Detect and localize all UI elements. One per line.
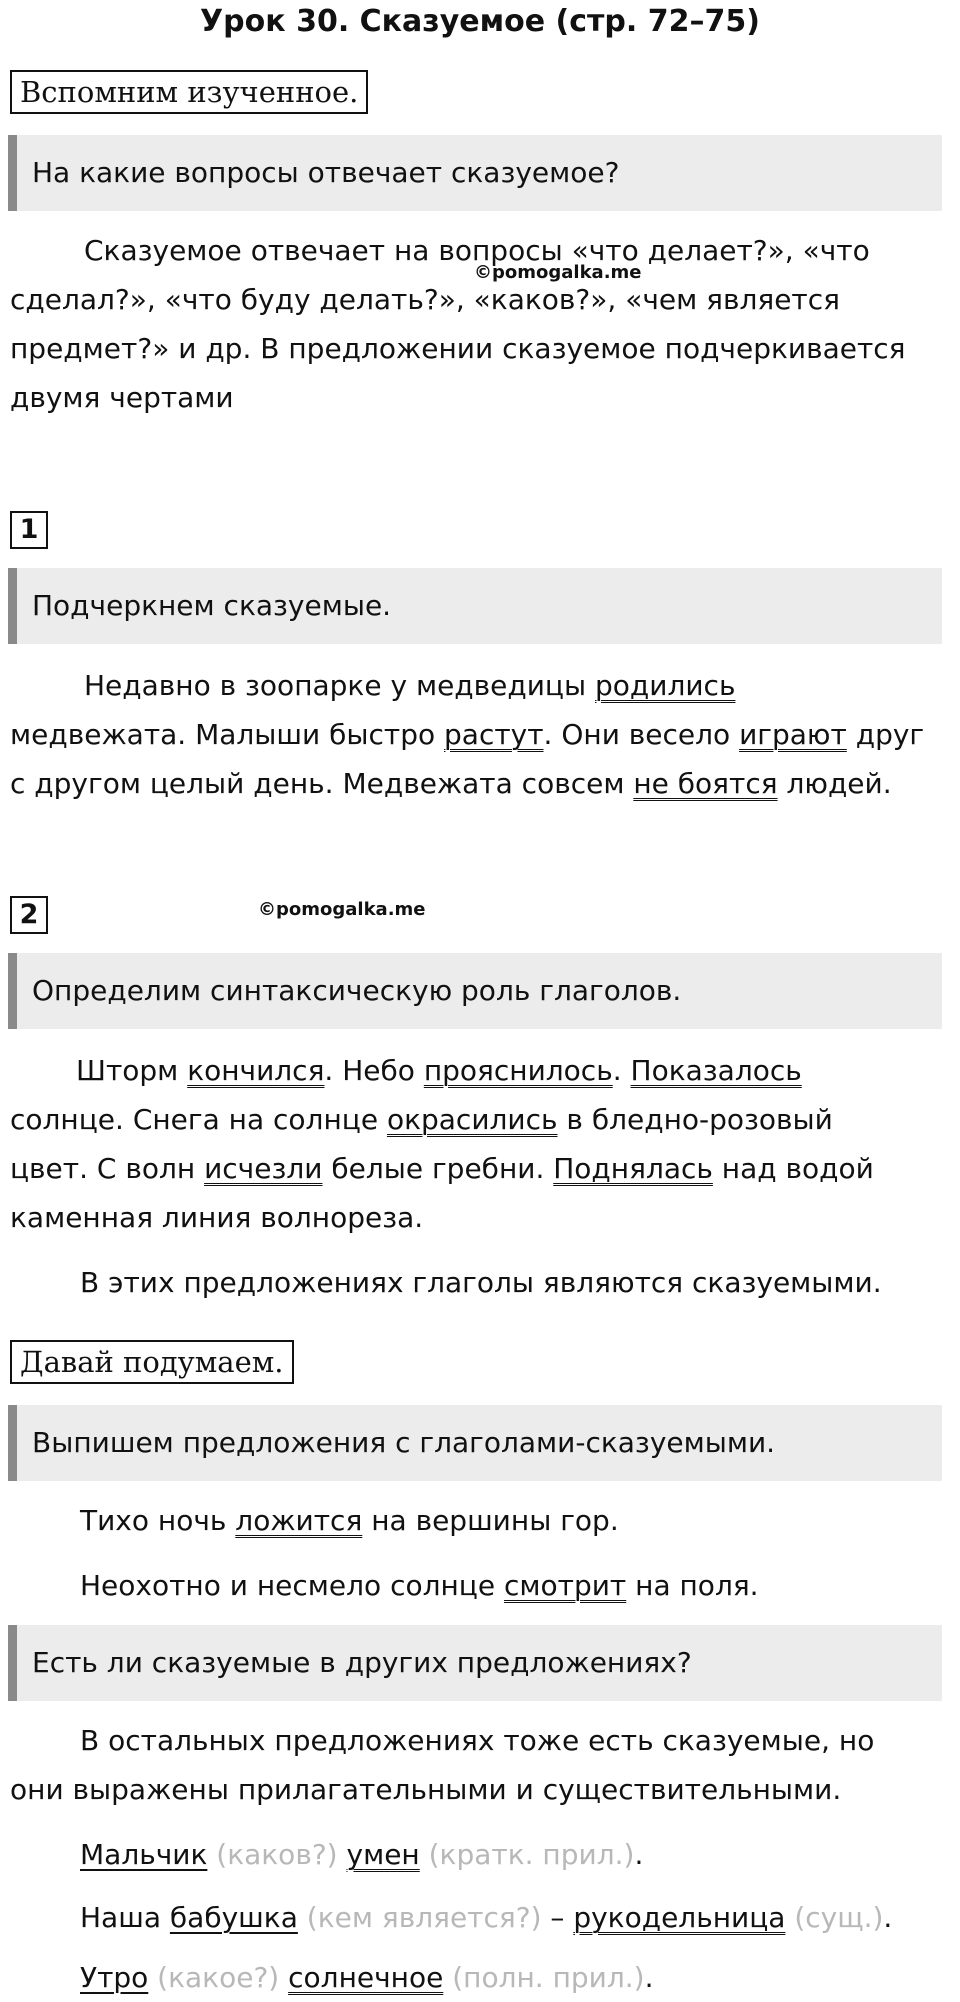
hint-question: (каков?) <box>207 1838 347 1871</box>
predicate: окрасились <box>386 1103 558 1136</box>
predicate: смотрит <box>503 1569 627 1602</box>
predicate: не боятся <box>633 767 778 800</box>
text: . Небо <box>324 1054 424 1087</box>
text: белые гребни. <box>322 1152 554 1185</box>
hint-part-of-speech: (полн. прил.) <box>443 1961 645 1994</box>
watermark: ©pomogalka.me <box>474 262 642 283</box>
example-noun <box>10 1893 950 1942</box>
text: Наша <box>80 1901 170 1934</box>
text: друг <box>846 718 925 751</box>
text: Шторм <box>76 1054 188 1087</box>
text-line: В остальных предложениях тоже есть сказуемые, но <box>80 1724 875 1757</box>
task-number-1: 1 <box>10 511 48 549</box>
text-line: Сказуемое отвечает на вопросы «что делает?», «что <box>84 234 870 267</box>
text-line <box>10 1144 950 1193</box>
text: медвежата. Малыши быстро <box>10 718 445 751</box>
text-line: В этих предложениях глаголы являются сказуемыми. <box>80 1266 882 1299</box>
predicate: рукодельница <box>573 1901 786 1934</box>
text: . <box>644 1961 654 1994</box>
hint-question: (какое?) <box>148 1961 289 1994</box>
hint-question: (кем является?) <box>297 1901 551 1934</box>
text-line <box>10 1953 950 2002</box>
page-title: Урок 30. Сказуемое (стр. 72–75) <box>200 4 760 39</box>
text: Тихо ночь <box>80 1504 236 1537</box>
text: цвет. С волн <box>10 1152 205 1185</box>
example-verb-2 <box>10 1561 950 1610</box>
question-bar-predicate: На какие вопросы отвечает сказуемое? <box>8 135 942 211</box>
other-paragraph <box>10 1716 950 1814</box>
question-bar-task1: Подчеркнем сказуемые. <box>8 568 942 644</box>
text: . <box>883 1901 893 1934</box>
text-line <box>10 759 950 808</box>
text: в бледно-розовый <box>557 1103 833 1136</box>
text-line <box>10 661 950 710</box>
text: . Они весело <box>543 718 740 751</box>
hint-part-of-speech: (кратк. прил.) <box>419 1838 635 1871</box>
recall-label: Вспомним изученное. <box>10 70 368 114</box>
question-bar-task2: Определим синтаксическую роль глаголов. <box>8 953 942 1029</box>
text-line <box>10 1830 950 1879</box>
text: . <box>612 1054 631 1087</box>
subject: Мальчик <box>80 1838 208 1871</box>
text: над водой <box>712 1152 874 1185</box>
text-line: предмет?» и др. В предложении сказуемое подчеркивается <box>10 332 906 365</box>
watermark: ©pomogalka.me <box>258 899 426 920</box>
text: . <box>634 1838 644 1871</box>
think-label: Давай подумаем. <box>10 1340 294 1384</box>
text-line <box>10 1095 950 1144</box>
task-number-2: 2 <box>10 896 48 934</box>
dash: – <box>550 1901 574 1934</box>
task1-text <box>10 661 950 808</box>
predicate: растут <box>444 718 544 751</box>
subject: Утро <box>80 1961 149 1994</box>
text: на поля. <box>626 1569 759 1602</box>
question-bar-other: Есть ли сказуемые в других предложениях? <box>8 1625 942 1701</box>
text: людей. <box>777 767 892 800</box>
predicate: исчезли <box>204 1152 323 1185</box>
predicate: солнечное <box>288 1961 444 1994</box>
answer-paragraph <box>10 226 950 422</box>
text-line: они выражены прилагательными и существительными. <box>10 1773 842 1806</box>
predicate: Поднялась <box>553 1152 713 1185</box>
text-line <box>10 1561 950 1610</box>
question-bar-write: Выпишем предложения с глаголами-сказуемыми. <box>8 1405 942 1481</box>
text-line <box>10 1893 950 1942</box>
predicate: ложится <box>235 1504 363 1537</box>
predicate: кончился <box>187 1054 325 1087</box>
text: с другом целый день. Медвежата совсем <box>10 767 634 800</box>
text: на вершины гор. <box>362 1504 619 1537</box>
predicate: играют <box>739 718 847 751</box>
hint-part-of-speech: (сущ.) <box>785 1901 884 1934</box>
text-line <box>10 1496 950 1545</box>
example-verb-1 <box>10 1496 950 1545</box>
example-adj-2 <box>10 1953 950 2002</box>
predicate: родились <box>595 669 736 702</box>
text: солнце. Снега на солнце <box>10 1103 387 1136</box>
subject: бабушка <box>169 1901 298 1934</box>
text-line: сделал?», «что буду делать?», «каков?», «чем является <box>10 283 840 316</box>
example-adj-1 <box>10 1830 950 1879</box>
predicate: Показалось <box>630 1054 802 1087</box>
text-line: каменная линия волнореза. <box>10 1201 424 1234</box>
task2-text <box>10 1046 950 1242</box>
text-line <box>10 1046 950 1095</box>
text-line <box>10 710 950 759</box>
task2-conclusion <box>10 1258 950 1307</box>
text: Недавно в зоопарке у медведицы <box>84 669 595 702</box>
text: Неохотно и несмело солнце <box>80 1569 504 1602</box>
predicate: умен <box>346 1838 420 1871</box>
predicate: прояснилось <box>423 1054 613 1087</box>
text-line: двумя чертами <box>10 381 234 414</box>
